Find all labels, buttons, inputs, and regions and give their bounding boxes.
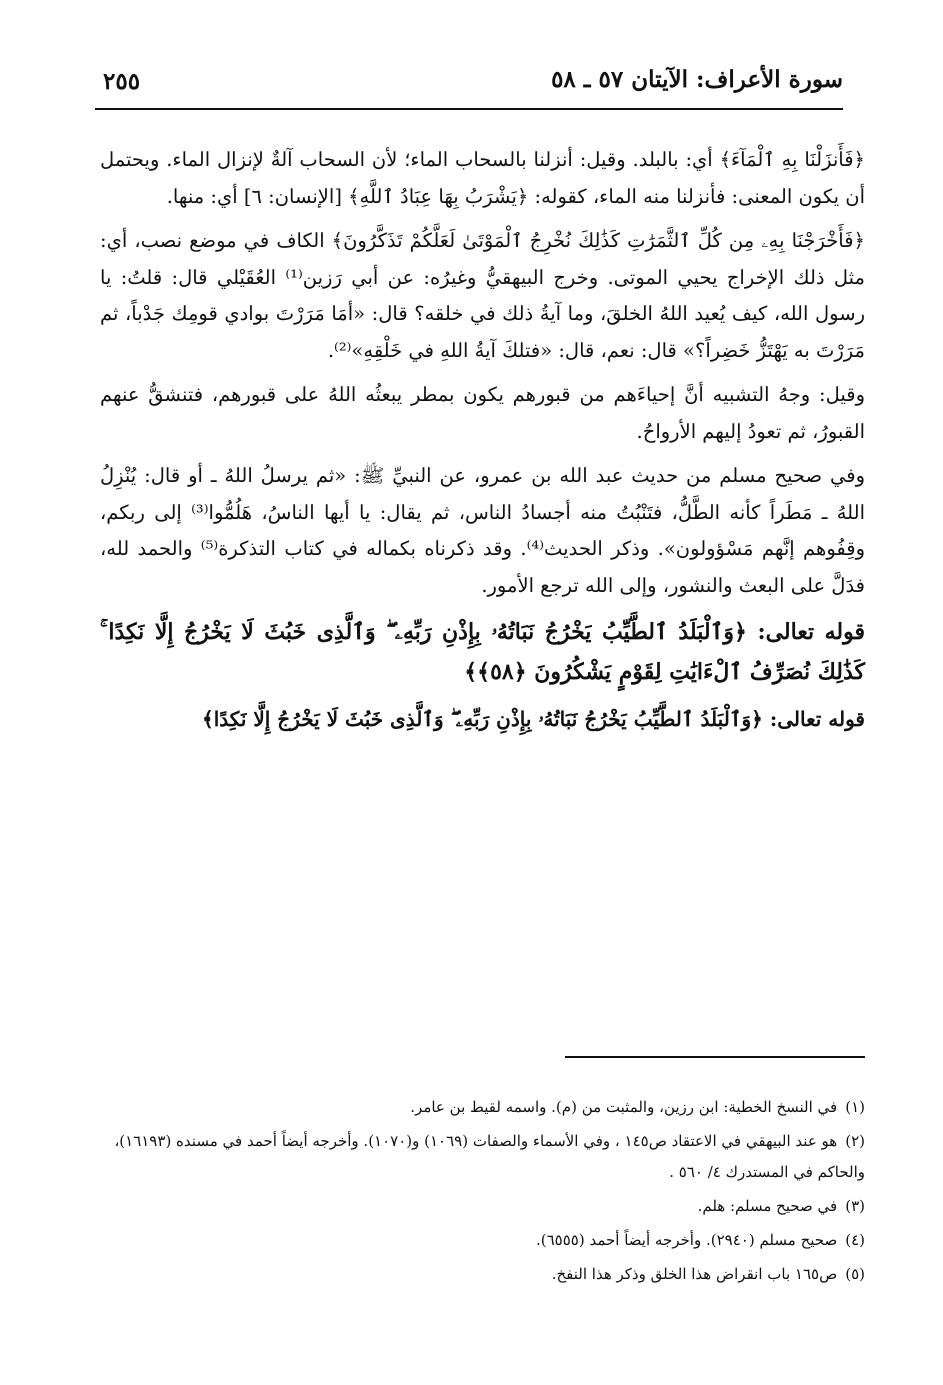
footnote-text: في النسخ الخطية: ابن رزين، والمثبت من (م). واسمه لقيط بن عامر. [410,1098,838,1116]
page-number: ٢٥٥ [103,68,141,95]
paragraph: وفي صحيح مسلم من حديث عبد الله بن عمرو، عن النبيِّ ﷺ: «ثم يرسلُ اللهُ ـ أو قال: يُنْزِلُ اللهُ ـ مَطَراً كأنه الطَّلُّ، فتَنْبُتُ منه أجسادُ الناس، ثم يقال: يا أيها الناسُ، هَلُمُّوا⁽³⁾ إلى ربكم، وقِفُوهم إنَّهم مَسْؤولون». وذكر الحديث⁽⁴⁾. وقد ذكرناه بكماله في كتاب التذكرة⁽⁵⁾ والحمد لله، فدَلَّ على البعث والنشور، وإلى الله ترجع الأمور. [100,464,865,597]
footnote-number: (٤) [845,1231,865,1249]
footnote-text: في صحيح مسلم: هلم. [697,1197,838,1215]
footnote-divider [565,1056,865,1058]
footnote-number: (٣) [845,1197,865,1215]
footnote [90,1259,865,1290]
page-header [95,62,843,110]
main-text [100,142,865,746]
paragraph: وقيل: وجهُ التشبيه أنَّ إحياءَهم من قبورهم يكون بمطر يبعثُه اللهُ على قبورهم، فتنشقُّ عنهم القبورُ، ثم تعودُ إليهم الأرواحُ. [100,383,865,443]
footnote-text: صحيح مسلم (٢٩٤٠). وأخرجه أيضاً أحمد (٦٥٥٥). [536,1231,838,1249]
footnote [90,1126,865,1188]
footnote-text: ص١٦٥ باب انقراض هذا الخلق وذكر هذا النفخ. [551,1265,838,1283]
footnote-number: (٢) [845,1132,865,1150]
paragraph: ﴿فَأَخْرَجْنَا بِهِۦ مِن كُلِّ ٱلثَّمَرَٰتِ كَذَٰلِكَ نُخْرِجُ ٱلْمَوْتَىٰ لَعَلَّكُمْ تَذَكَّرُونَ﴾ الكاف في موضع نصب، أي: مثل ذلك الإخراج يحيي الموتى. وخرج البيهقيُّ وغيرُه: عن أبي رَزين⁽¹⁾ العُقَيْلي قال: قلتُ: يا رسول الله، كيف يُعيد اللهُ الخلقَ، وما آيةُ ذلك في خلقه؟ قال: «أمَا مَرَرْتَ بوادي قومِك جَدْباً، ثم مَرَرْتَ به يَهْتَزُّ خَضِراً؟» قال: نعم، قال: «فتلكَ آيةُ اللهِ في خَلْقِهِ»⁽²⁾. [100,229,865,362]
footnote [90,1092,865,1123]
footnote-number: (٥) [845,1265,865,1283]
footnote [90,1191,865,1222]
running-title: سورة الأعراف: الآيتان ٥٧ ـ ٥٨ [551,66,843,93]
verse-heading: قوله تعالى: ﴿وَٱلْبَلَدُ ٱلطَّيِّبُ يَخْرُجُ نَبَاتُهُۥ بِإِذْنِ رَبِّهِۦ ۖ وَٱلَّذِى خَبُثَ لَا يَخْرُجُ إِلَّا نَكِدًا ۚ كَذَٰلِكَ نُصَرِّفُ ٱلْءَايَٰتِ لِقَوْمٍ يَشْكُرُونَ ﴿٥٨﴾﴾ [100,619,865,685]
footnote [90,1225,865,1256]
paragraph: ﴿فَأَنزَلْنَا بِهِ ٱلْمَآءَ﴾ أي: بالبلد. وقيل: أنزلنا بالسحاب الماء؛ لأن السحاب آلةٌ لإنزال الماء. ويحتمل أن يكون المعنى: فأنزلنا منه الماء، كقوله: ﴿يَشْرَبُ بِهَا عِبَادُ ٱللَّهِ﴾ [الإنسان: ٦] أي: منها. [100,148,865,208]
footnotes [90,1092,865,1293]
footnote-number: (١) [845,1098,865,1116]
footnote-text: هو عند البيهقي في الاعتقاد ص١٤٥ ، وفي الأسماء والصفات (١٠٦٩) و(١٠٧٠). وأخرجه أيضاً أحمد في مسنده (١٦١٩٣)، والحاكم في المستدرك ٤/ ٥٦٠ . [114,1132,865,1181]
verse-commentary-heading: قوله تعالى: ﴿وَٱلْبَلَدُ ٱلطَّيِّبُ يَخْرُجُ نَبَاتُهُۥ بِإِذْنِ رَبِّهِۦ ۖ وَٱلَّذِى خَبُثَ لَا يَخْرُجُ إِلَّا نَكِدًا﴾ [202,707,865,731]
